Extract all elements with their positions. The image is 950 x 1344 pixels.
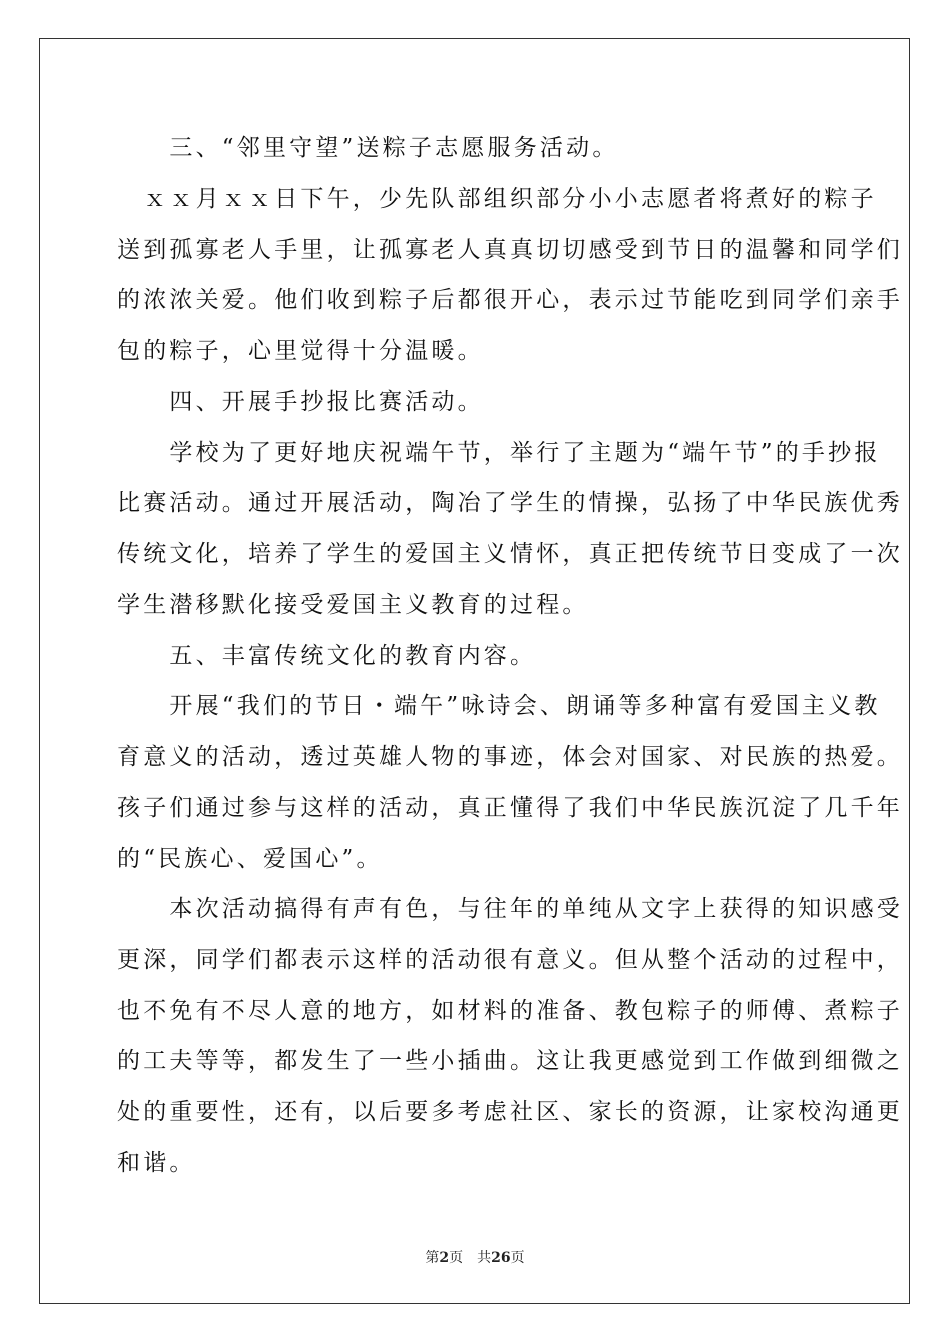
text-line: 的“民族心、爱国心”。	[117, 846, 383, 872]
text-line: 本次活动搞得有声有色，与往年的单纯从文字上获得的知识感受	[117, 896, 903, 922]
text-line: 处的重要性，还有，以后要多考虑社区、家长的资源，让家校沟通更	[117, 1099, 903, 1125]
total-suffix: 页	[510, 1250, 525, 1266]
text-line: 包的粽子，心里觉得十分温暖。	[117, 338, 484, 364]
text-line: 比赛活动。通过开展活动，陶冶了学生的情操，弘扬了中华民族优秀	[117, 490, 903, 516]
total-pages: 26	[491, 1250, 511, 1266]
text-line: 传统文化，培养了学生的爱国主义情怀，真正把传统节日变成了一次	[117, 541, 903, 567]
text-line: 育意义的活动，透过英雄人物的事迹，体会对国家、对民族的热爱。	[117, 744, 903, 770]
text-line: 的工夫等等，都发生了一些小插曲。这让我更感觉到工作做到细微之	[117, 1048, 903, 1074]
page-suffix: 页	[449, 1250, 464, 1266]
section-heading: 五、丰富传统文化的教育内容。	[117, 643, 537, 669]
text-line: 和谐。	[117, 1150, 196, 1176]
section-heading: 四、开展手抄报比赛活动。	[117, 389, 484, 415]
text-line: 更深，同学们都表示这样的活动很有意义。但从整个活动的过程中，	[117, 947, 903, 973]
text-line: 的浓浓关爱。他们收到粽子后都很开心，表示过节能吃到同学们亲手	[117, 287, 903, 313]
text-line: 送到孤寡老人手里，让孤寡老人真真切切感受到节日的温馨和同学们	[117, 237, 903, 263]
text-line: 开展“我们的节日・端午”咏诗会、朗诵等多种富有爱国主义教	[117, 693, 881, 719]
page-number: 2	[439, 1250, 450, 1266]
text-line: ｘｘ月ｘｘ日下午，少先队部组织部分小小志愿者将煮好的粽子	[117, 186, 877, 212]
text-line: 孩子们通过参与这样的活动，真正懂得了我们中华民族沉淀了几千年	[117, 795, 903, 821]
page-prefix: 第	[425, 1250, 440, 1266]
page-footer	[0, 1248, 950, 1268]
text-line: 学生潜移默化接受爱国主义教育的过程。	[117, 592, 589, 618]
text-line: 三、“邻里守望”送粽子志愿服务活动。	[117, 135, 619, 161]
total-prefix: 共	[477, 1250, 492, 1266]
text-line: 也不免有不尽人意的地方，如材料的准备、教包粽子的师傅、煮粽子	[117, 998, 903, 1024]
text-line: 学校为了更好地庆祝端午节，举行了主题为“端午节”的手抄报	[117, 440, 881, 466]
